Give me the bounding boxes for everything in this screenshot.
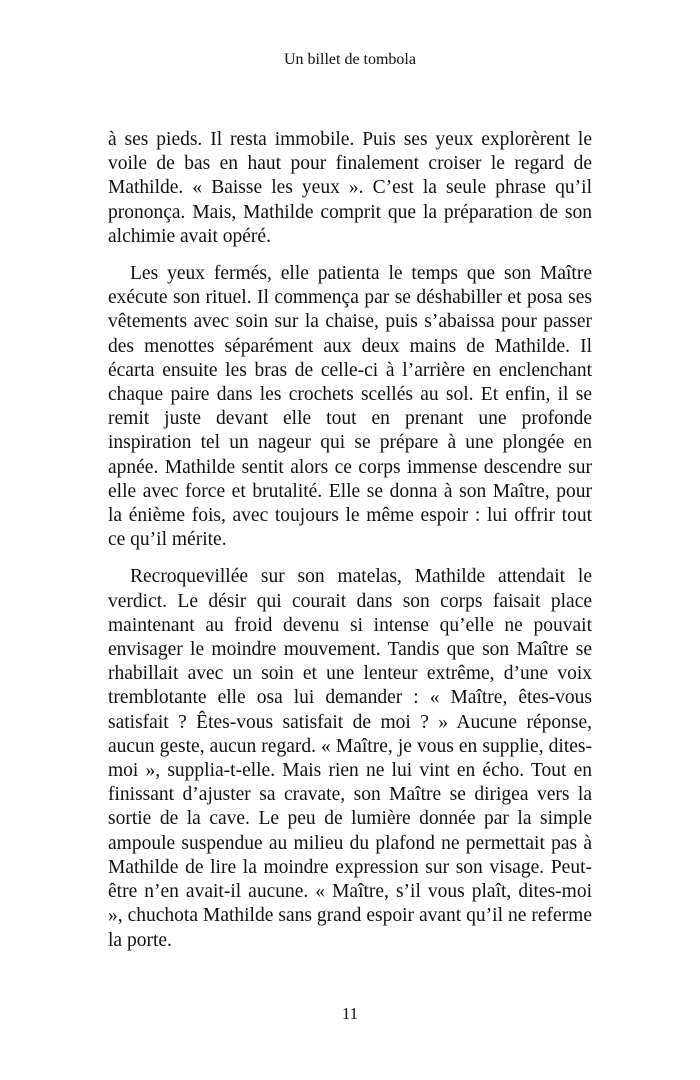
running-head: Un billet de tombola bbox=[284, 51, 416, 68]
paragraph-3: Recroquevillée sur son matelas, Mathilde attendait le verdict. Le désir qui courait dans son corps faisait place maintenant au froid devenu si intense qu’elle ne pouvait envisager le moindre mouvement. Tandis que son Maître se rhabillait avec un soin et une lenteur extrême, d’une voix tremblotante elle osa lui demander : « Maître, êtes-vous satisfait ? Êtes-vous satisfait de moi ? » Aucune réponse, aucun geste, aucun regard. « Maître, je vous en supplie, dites-moi », supplia-t-elle. Mais rien ne lui vint en écho. Tout en finissant d’ajuster sa cravate, son Maître se dirigea vers la sortie de la cave. Le peu de lumière donnée par la simple ampoule suspendue au milieu du plafond ne permettait pas à Mathilde de lire la moindre expression sur son visage. Peut-être n’en avait-il aucune. « Maître, s’il vous plaît, dites-moi », chuchota Mathilde sans grand espoir avant qu’il ne referme la porte. bbox=[108, 566, 592, 951]
paragraph-1: à ses pieds. Il resta immobile. Puis ses yeux explorèrent le voile de bas en haut pour finalement croiser le regard de Mathilde. « Baisse les yeux ». C’est la seule phrase qu’il prononça. Mais, Mathilde comprit que la préparation de son alchimie avait opéré. bbox=[108, 129, 592, 247]
page-number: 11 bbox=[341, 1004, 359, 1023]
paragraph-2: Les yeux fermés, elle patienta le temps que son Maître exécute son rituel. Il commença par se déshabiller et posa ses vêtements avec soin sur la chaise, puis s’abaissa pour passer des menottes séparément aux deux mains de Mathilde. Il écarta ensuite les bras de celle-ci à l’arrière en enclenchant chaque paire dans les crochets scellés au sol. Et enfin, il se remit juste devant elle tout en prenant une profonde inspiration tel un nageur qui se prépare à une plongée en apnée. Mathilde sentit alors ce corps immense descendre sur elle avec force et brutalité. Elle se donna à son Maître, pour la énième fois, avec toujours le même espoir : lui offrir tout ce qu’il mérite. bbox=[108, 263, 592, 551]
body-text bbox=[108, 128, 592, 966]
